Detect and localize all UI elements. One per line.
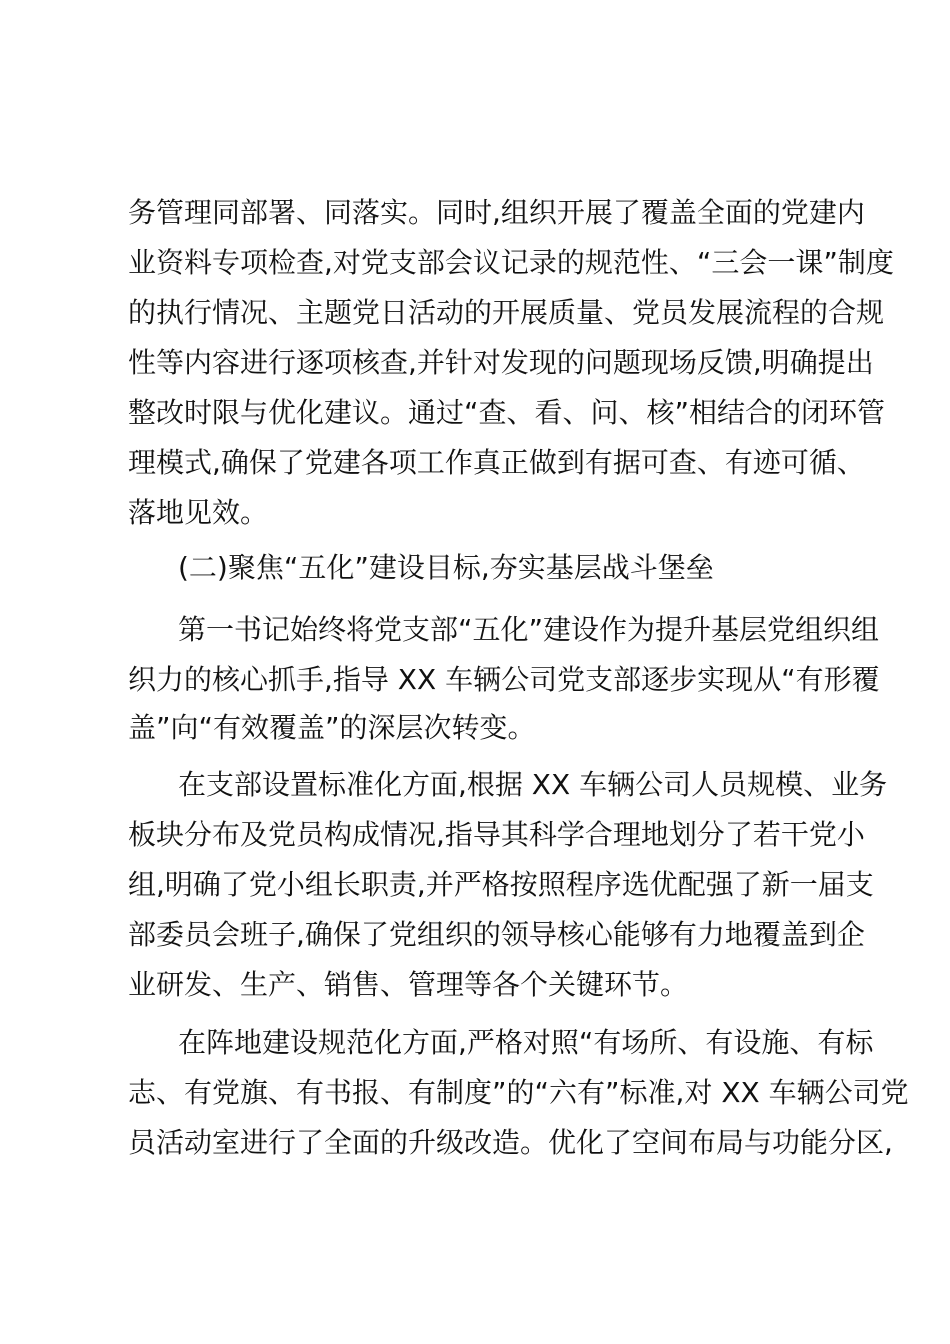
text-line: 落地见效。 (128, 496, 269, 529)
text-line: 在阵地建设规范化方面,严格对照“有场所、有设施、有标 (178, 1026, 874, 1059)
text-line: 整改时限与优化建议。通过“查、看、问、核”相结合的闭环管 (128, 396, 886, 429)
text-line: 志、有党旗、有书报、有制度”的“六有”标准,对 XX 车辆公司党 (128, 1076, 909, 1109)
text-line: 在支部设置标准化方面,根据 XX 车辆公司人员规模、业务 (178, 768, 888, 801)
text-line: 部委员会班子,确保了党组织的领导核心能够有力地覆盖到企 (128, 918, 865, 951)
text-line: 业资料专项检查,对党支部会议记录的规范性、“三会一课”制度 (128, 246, 894, 279)
section-heading: (二)聚焦“五化”建设目标,夯实基层战斗堡垒 (178, 551, 714, 584)
text-line: 理模式,确保了党建各项工作真正做到有据可查、有迹可循、 (128, 446, 865, 479)
text-line: 组,明确了党小组长职责,并严格按照程序选优配强了新一届支 (128, 868, 874, 901)
text-line: 盖”向“有效覆盖”的深层次转变。 (128, 711, 536, 744)
text-line: 务管理同部署、同落实。同时,组织开展了覆盖全面的党建内 (128, 196, 865, 229)
text-line: 员活动室进行了全面的升级改造。优化了空间布局与功能分区, (128, 1126, 893, 1159)
text-line: 业研发、生产、销售、管理等各个关键环节。 (128, 968, 689, 1001)
text-line: 的执行情况、主题党日活动的开展质量、党员发展流程的合规 (128, 296, 885, 329)
text-line: 织力的核心抓手,指导 XX 车辆公司党支部逐步实现从“有形覆 (128, 663, 880, 696)
text-line: 第一书记始终将党支部“五化”建设作为提升基层党组织组 (178, 613, 880, 646)
text-line: 板块分布及党员构成情况,指导其科学合理地划分了若干党小 (128, 818, 865, 851)
text-line: 性等内容进行逐项核查,并针对发现的问题现场反馈,明确提出 (128, 346, 874, 379)
